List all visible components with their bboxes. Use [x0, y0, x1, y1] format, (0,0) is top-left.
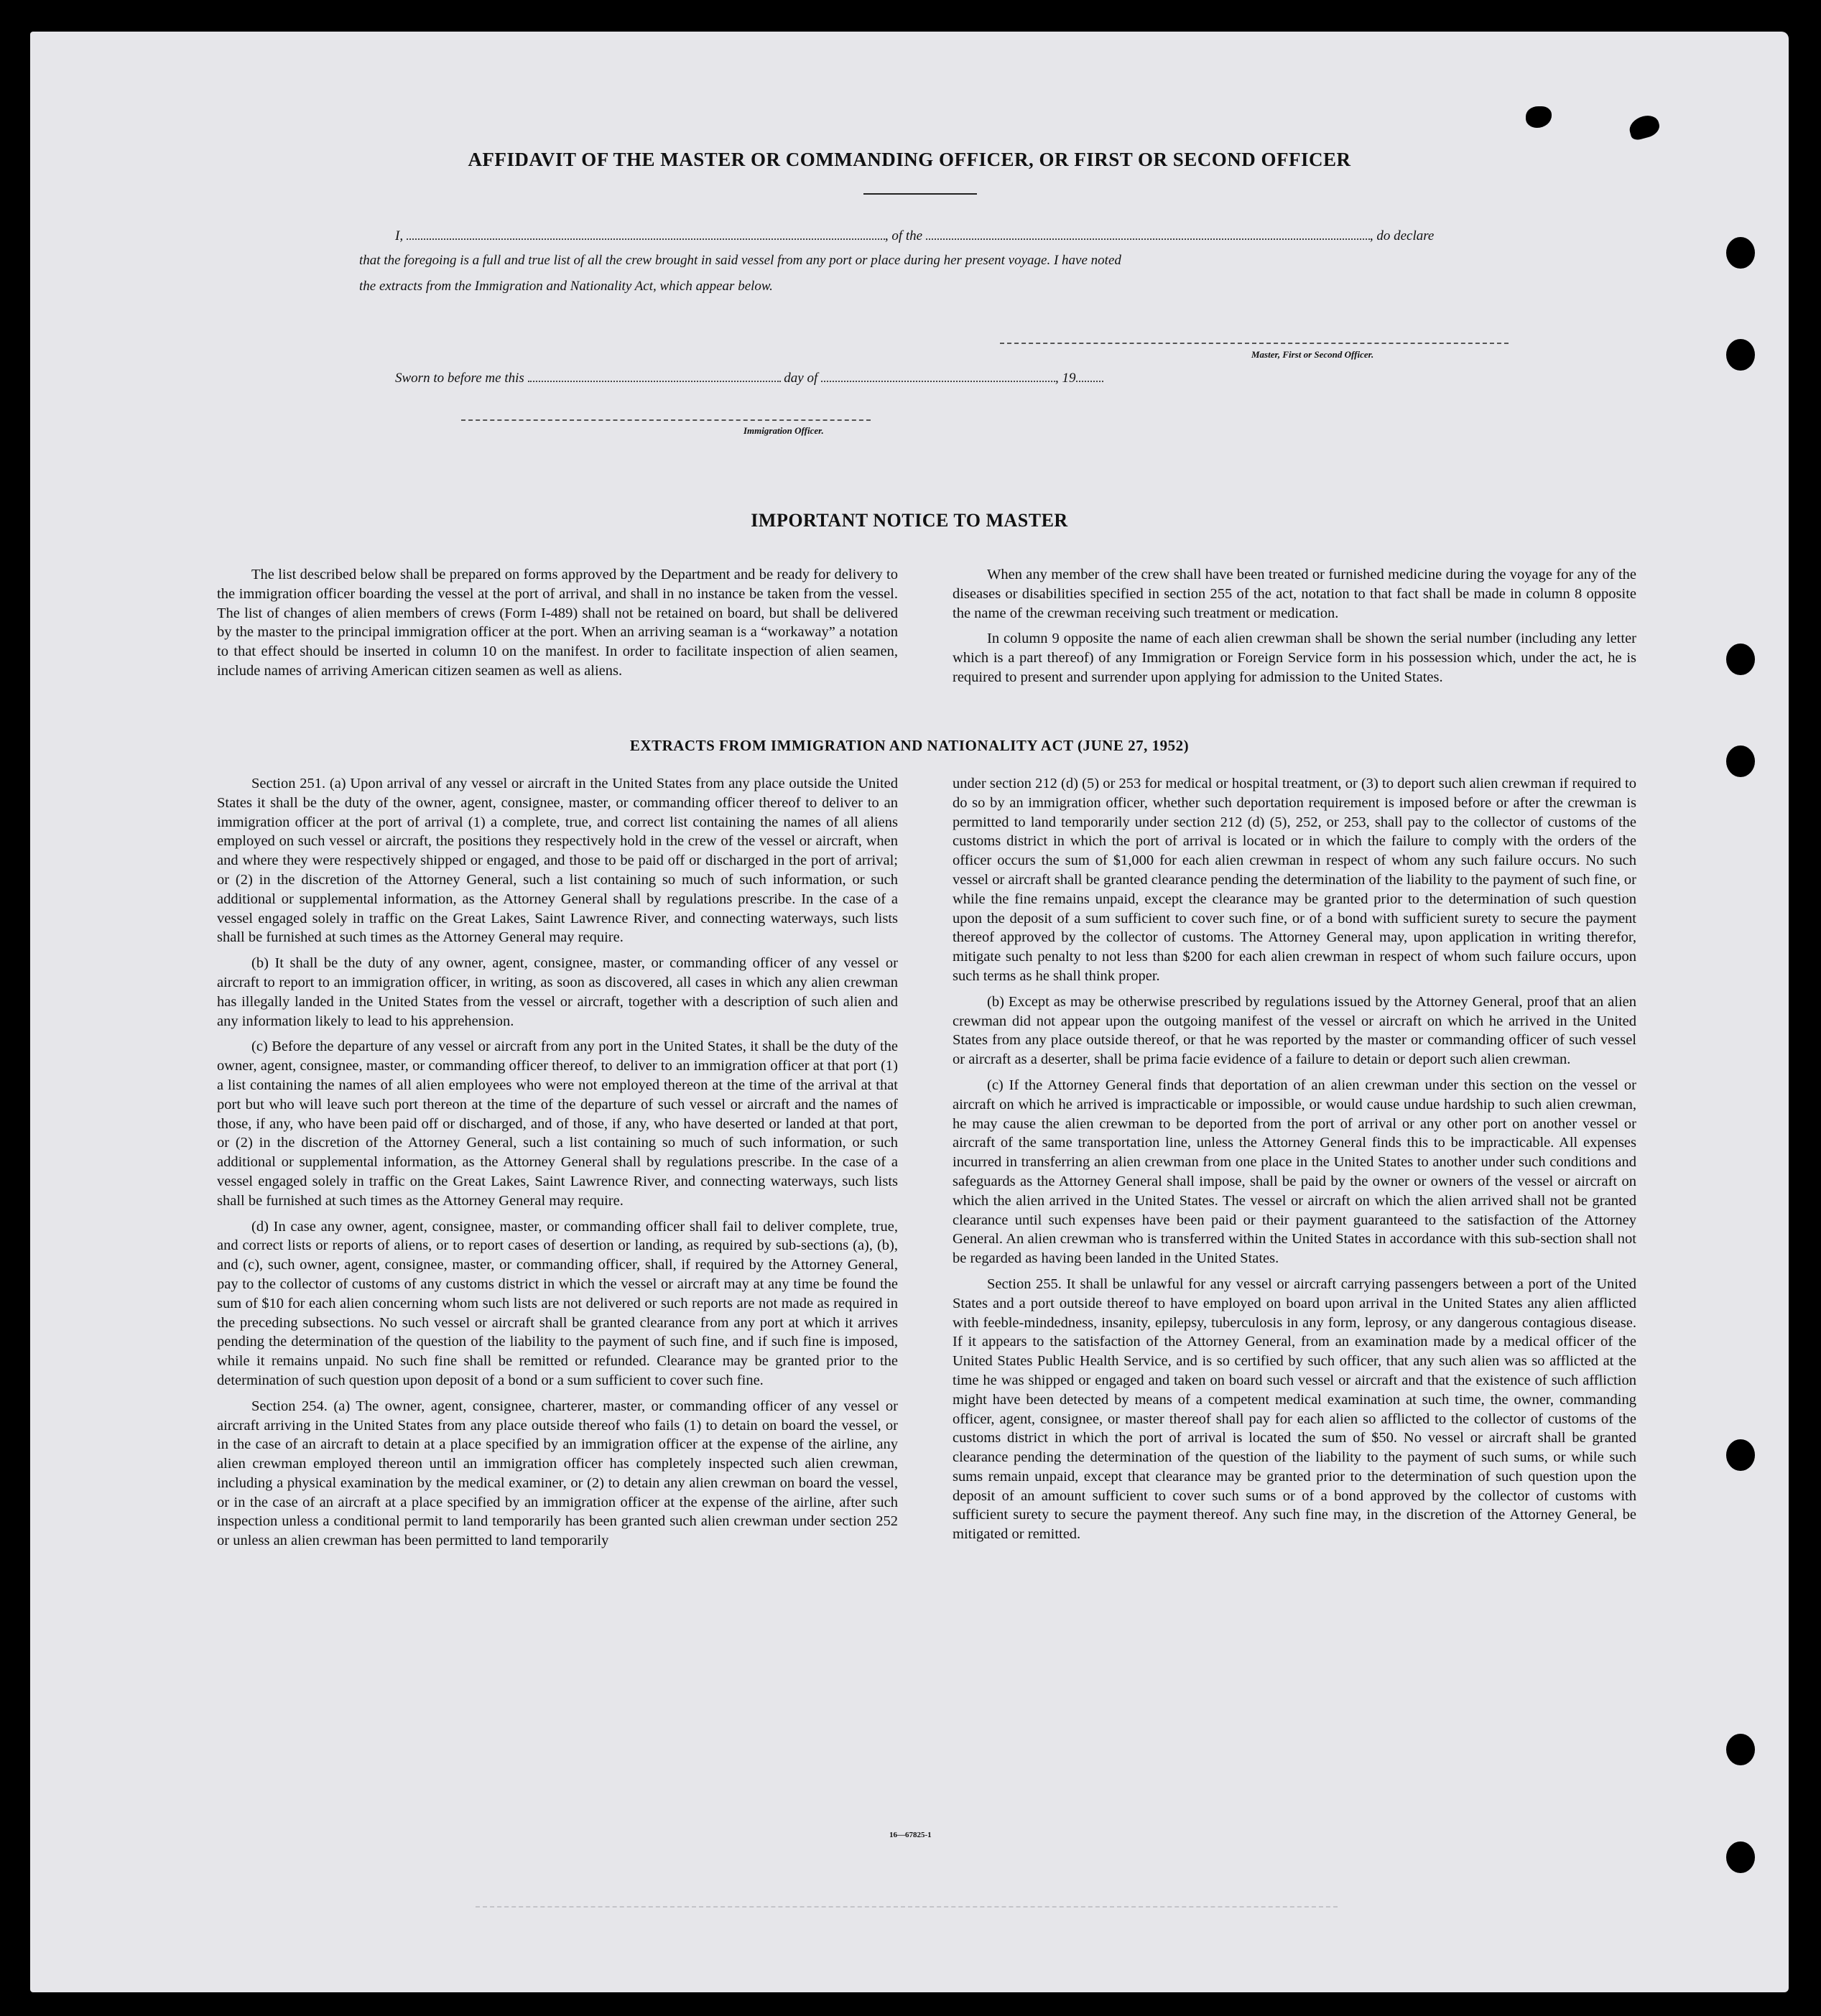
- master-signature-label: Master, First or Second Officer.: [1251, 349, 1374, 360]
- declaration-line-3: the extracts from the Immigration and Nationality Act, which appear below.: [359, 279, 773, 294]
- punch-hole: [1726, 1439, 1755, 1471]
- extracts-left-column: [217, 774, 898, 1557]
- section-255: Section 255. It shall be unlawful for any vessel or aircraft carrying passengers between a port of the United States and a port outside thereof to have employed on board upon arrival in the United States any alien afflicted with feeble-mindedness, insanity, epilepsy, tuberculosis in any form, leprosy, or any dangerous contagious disease. If it appears to the satisfaction of the Attorney General, from an examination made by a medical officer of the United States Public Health Service, and is so certified by such officer, that any such alien was so afflicted at the time he was shipped or engaged and taken on board such vessel or aircraft and that the existence of such affliction might have been detected by means of a competent medical examination at such time, the owner, commanding officer, agent, consignee, or master thereof shall pay for each alien so afflicted to the collector of customs of the customs district in which the port of arrival is located the sum of $50. No vessel or aircraft shall be granted clearance pending the determination of the question of the liability to the payment of such sums, or while such sums remain unpaid, except that clearance may be granted prior to the determination of such question upon the deposit of an amount sufficient to cover such sums or of a bond approved by the collector of customs with sufficient surety to secure the payment thereof. Any such fine may, in the discretion of the Attorney General, be mitigated or remitted.: [953, 1276, 1636, 1543]
- notice-left-column: [217, 565, 898, 687]
- punch-hole: [1726, 644, 1755, 675]
- bleed-through-mark: [986, 893, 987, 1827]
- immigration-officer-label: Immigration Officer.: [743, 425, 824, 436]
- form-code: 16—67825-1: [889, 1831, 932, 1839]
- document-page: [30, 32, 1789, 1992]
- notice-left-paragraph: The list described below shall be prepared on forms approved by the Department and be ready for delivery to the immigration officer boarding the vessel at the port of arrival, and shall in no instance be taken from the vessel. The list of changes of alien members of crews (Form I-489) shall not be retained on board, but shall be delivered by the master to the principal immigration officer at the port. When an arriving seaman is a “workaway” a notation to that effect should be inserted in column 10 on the manifest. In order to facilitate inspection of alien seamen, include names of arriving American citizen seamen as well as aliens.: [217, 567, 898, 679]
- sworn-line: Sworn to before me this day of , 19: [395, 368, 1257, 386]
- section-251-d: (d) In case any owner, agent, consignee, master, or commanding officer shall fail to deliver complete, true, and correct lists or reports of aliens, or to report cases of desertion or landing, as required by sub-sections (a), (b), and (c), such owner, agent, consignee, master, or commanding officer, shall, if required by the Attorney General, pay to the collector of customs of any customs district in which the vessel or aircraft may at any time be found the sum of $10 for each alien concerning whom such lists are not delivered or such reports are not made as required in the preceding subsections. No such vessel or aircraft shall be granted clearance from any port at which it arrives pending the determination of the question of the liability to the payment of such fine, and if such fine is imposed, while it remains unpaid. No such fine shall be remitted or refunded. Clearance may be granted prior to the determination of such question upon deposit of a bond or a sum sufficient to cover such fine.: [217, 1218, 898, 1388]
- sworn-month-blank[interactable]: [821, 368, 1055, 382]
- notice-title: IMPORTANT NOTICE TO MASTER: [751, 510, 1068, 531]
- extracts-title: EXTRACTS FROM IMMIGRATION AND NATIONALITY ACT (JUNE 27, 1952): [629, 737, 1190, 754]
- section-254-a: Section 254. (a) The owner, agent, consignee, charterer, master, or commanding officer of any vessel or aircraft arriving in the United States from any place outside thereof who fails (1) to detain on board the vessel, or in the case of an aircraft to detain at a place specified by an immigration officer at the expense of the airline, any alien crewman employed thereon until an immigration officer has completely inspected such alien crewman, including a physical examination by the medical examiner, or (2) to detain any alien crewman on board the vessel, or in the case of an aircraft at a place specified by an immigration officer at the expense of the airline, after such inspection unless a conditional permit to land temporarily has been granted such alien crewman under section 252 or unless an alien crewman has been permitted to land temporarily: [217, 1398, 898, 1549]
- section-251-a: Section 251. (a) Upon arrival of any vessel or aircraft in the United States from any place outside the United States it shall be the duty of the owner, agent, consignee, master, or commanding officer thereof to deliver to an immigration officer at the port of arrival (1) a complete, true, and correct list containing the names of all aliens employed on such vessel or aircraft, the positions they respectively hold in the crew of the vessel or aircraft, when and where they were respectively shipped or engaged, and those to be paid off or discharged in the port of arrival; or (2) in the discretion of the Attorney General, such a list containing so much of such information, or such additional or supplemental information, as the Attorney General shall by regulations prescribe. In the case of a vessel engaged solely in traffic on the Great Lakes, Saint Lawrence River, and connecting waterways, such lists shall be furnished at such times as the Attorney General may require.: [217, 776, 898, 946]
- declaration-line-1: I, , of the , do declare: [395, 226, 1509, 244]
- section-254-c: (c) If the Attorney General finds that deportation of an alien crewman under this section on the vessel or aircraft on which he arrived is impracticable or impossible, or would cause undue hardship to such alien crewman, he may cause the alien crewman to be deported from the port of arrival or any other port on another vessel or aircraft of the same transportation line, unless the Attorney General finds this to be impracticable. All expenses incurred in transferring an alien crewman from one place in the United States to another under such conditions and safeguards as the Attorney General shall impose, shall be paid by the owner or owners of the vessel or aircraft on which the alien arrived in the United States. The vessel or aircraft on which the alien arrived shall not be granted clearance until such expenses have been paid or their payment guaranteed to the satisfaction of the Attorney General. An alien crewman who is transferred within the United States in accordance with this sub-section shall not be regarded as having been landed in the United States.: [953, 1077, 1636, 1267]
- bleed-through-mark: [476, 1906, 1338, 1909]
- immigration-officer-signature-line[interactable]: [461, 419, 871, 421]
- section-251-b: (b) It shall be the duty of any owner, agent, consignee, master, or commanding officer of any vessel or aircraft to report to an immigration officer, in writing, as soon as discovered, all cases in which any alien crewman has illegally landed in the United States from the vessel or aircraft, together with a description of such alien and any information likely to lead to his apprehension.: [217, 955, 898, 1029]
- notice-right-column: [953, 565, 1636, 694]
- vessel-blank[interactable]: [926, 226, 1370, 240]
- section-254-a-continued: under section 212 (d) (5) or 253 for medical or hospital treatment, or (3) to deport such alien crewman if required to do so by an immigration officer, whether such deportation requirement is imposed before or after the crewman is permitted to land temporarily under section 212 (d) (5), 252, or 253, shall pay to the collector of customs of the customs district in which the port of arrival is located or in which the failure to comply with the orders of the officer occurs the sum of $1,000 for each alien crewman in respect of whom any such failure occurs. No such vessel or aircraft shall be granted clearance pending the determination of the liability to the payment of such fine, or while the fine remains unpaid, except the clearance may be granted prior to the determination of such question upon the deposit of a sum sufficient to cover such fine, or of a bond with sufficient surety to secure the payment thereof approved by the collector of customs. The Attorney General may, upon application in writing therefor, mitigate such penalty to not less than $200 for each alien crewman in respect of whom such failure occurs, upon such terms as he shall think proper.: [953, 776, 1636, 984]
- notice-right-paragraph: In column 9 opposite the name of each alien crewman shall be shown the serial number (including any letter which is a part thereof) of any Immigration or Foreign Service form in his possession which, under the act, he is required to present and surrender upon applying for admission to the United States.: [953, 631, 1636, 685]
- master-signature-line[interactable]: [1000, 343, 1509, 344]
- affidavit-title: AFFIDAVIT OF THE MASTER OR COMMANDING OFFICER, OR FIRST OR SECOND OFFICER: [468, 149, 1351, 170]
- punch-hole: [1726, 1734, 1755, 1765]
- sworn-day-blank[interactable]: [528, 368, 781, 382]
- section-251-c: (c) Before the departure of any vessel or aircraft from any port in the United States, it shall be the duty of the owner, agent, consignee, master, or commanding officer thereof, to deliver to an immigration officer at that port (1) a list containing the names of all alien employees who were not employed thereon at the time of the arrival at that port but who will leave such port thereon at the time of the departure of such vessel or aircraft and the names of those, if any, who have been paid off or discharged, and of those, if any, who have deserted or landed at that port, or (2) in the discretion of the Attorney General, such a list containing so much of such information, or such additional or supplemental information, as the Attorney General shall by regulations prescribe. In the case of a vessel engaged solely in traffic on the Great Lakes, Saint Lawrence River, and connecting waterways, such lists shall be furnished at such times as the Attorney General may require.: [217, 1039, 898, 1209]
- title-underline: [863, 193, 977, 195]
- section-254-b: (b) Except as may be otherwise prescribed by regulations issued by the Attorney General, proof that an alien crewman did not appear upon the outgoing manifest of the vessel or aircraft on which he arrived in the United States from any place outside thereof, or that he was reported by the master or commanding officer of such vessel or aircraft as a deserter, shall be prima facie evidence of a failure to detain or deport such alien crewman.: [953, 993, 1636, 1068]
- name-blank[interactable]: [407, 226, 885, 240]
- sworn-year-blank[interactable]: [1076, 368, 1103, 382]
- declaration-line-2: that the foregoing is a full and true list of all the crew brought in said vessel from any port or place during her present voyage. I have noted: [359, 253, 1121, 268]
- extracts-right-column: [953, 774, 1636, 1551]
- punch-hole: [1726, 1841, 1755, 1873]
- ink-blot: [1526, 106, 1552, 128]
- notice-right-paragraph: When any member of the crew shall have been treated or furnished medicine during the voyage for any of the diseases or disabilities specified in section 255 of the act, notation to that fact shall be made in column 8 opposite the name of the crewman receiving such treatment or medication.: [953, 567, 1636, 621]
- ink-blot: [1627, 113, 1662, 141]
- punch-hole: [1726, 339, 1755, 371]
- punch-hole: [1726, 237, 1755, 269]
